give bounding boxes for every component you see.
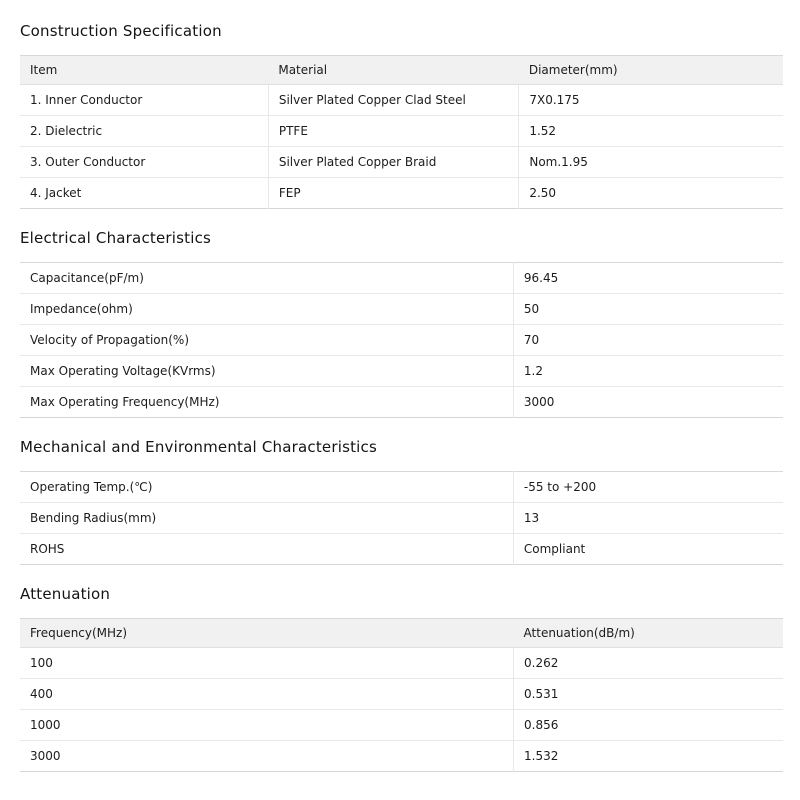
table-header-row [20,619,783,648]
table-cell: 0.856 [514,710,783,741]
table-row [20,85,783,116]
table-cell: 70 [513,325,783,356]
section-title: Mechanical and Environmental Characteristics [20,438,378,456]
table-row [20,503,783,534]
table-row [20,387,783,418]
table-row [20,263,783,294]
table-row [20,116,783,147]
table-row [20,534,783,565]
column-header: Diameter(mm) [519,56,783,85]
table-cell: 3000 [513,387,783,418]
section-title: Construction Specification [20,22,222,40]
table-row [20,325,783,356]
table-cell: Impedance(ohm) [20,294,513,325]
table-row [20,472,783,503]
table-cell: 400 [20,679,514,710]
table-row [20,679,783,710]
table-cell: 1.2 [513,356,783,387]
table-cell: 3000 [20,741,514,772]
table-cell: FEP [268,178,519,209]
table-header [20,56,783,85]
table-body [20,263,783,418]
section [20,22,783,209]
table-cell: 96.45 [513,263,783,294]
table-body [20,85,783,209]
spec-table [20,618,783,772]
section-title: Electrical Characteristics [20,229,212,247]
table-cell: Max Operating Voltage(KVrms) [20,356,513,387]
table-header-row [20,56,783,85]
table-cell: ROHS [20,534,513,565]
section-title: Attenuation [20,585,111,603]
table-cell: 100 [20,648,514,679]
table-cell: 1.532 [514,741,783,772]
table-cell: Nom.1.95 [519,147,783,178]
column-header: Frequency(MHz) [20,619,514,648]
table-cell: 1000 [20,710,514,741]
table-cell: 1. Inner Conductor [20,85,268,116]
table-cell: Operating Temp.(℃) [20,472,513,503]
section [20,438,783,565]
table-cell: Max Operating Frequency(MHz) [20,387,513,418]
table-row [20,741,783,772]
table-cell: -55 to +200 [513,472,783,503]
spec-table [20,262,783,418]
spec-table [20,55,783,209]
table-cell: 1.52 [519,116,783,147]
column-header: Item [20,56,268,85]
table-cell: 13 [513,503,783,534]
table-cell: 0.531 [514,679,783,710]
table-cell: 3. Outer Conductor [20,147,268,178]
table-header [20,619,783,648]
table-cell: 2.50 [519,178,783,209]
table-cell: 7X0.175 [519,85,783,116]
table-cell: Bending Radius(mm) [20,503,513,534]
table-cell: 4. Jacket [20,178,268,209]
table-body [20,648,783,772]
table-row [20,356,783,387]
spec-table [20,471,783,565]
table-row [20,147,783,178]
table-cell: Silver Plated Copper Clad Steel [268,85,519,116]
table-row [20,294,783,325]
table-cell: Velocity of Propagation(%) [20,325,513,356]
table-cell: Compliant [513,534,783,565]
table-cell: PTFE [268,116,519,147]
section [20,229,783,418]
table-cell: 0.262 [514,648,783,679]
table-cell: 50 [513,294,783,325]
table-row [20,178,783,209]
table-cell: Silver Plated Copper Braid [268,147,519,178]
column-header: Material [268,56,519,85]
section [20,585,783,772]
table-row [20,648,783,679]
table-cell: Capacitance(pF/m) [20,263,513,294]
table-row [20,710,783,741]
column-header: Attenuation(dB/m) [514,619,783,648]
table-cell: 2. Dielectric [20,116,268,147]
table-body [20,472,783,565]
